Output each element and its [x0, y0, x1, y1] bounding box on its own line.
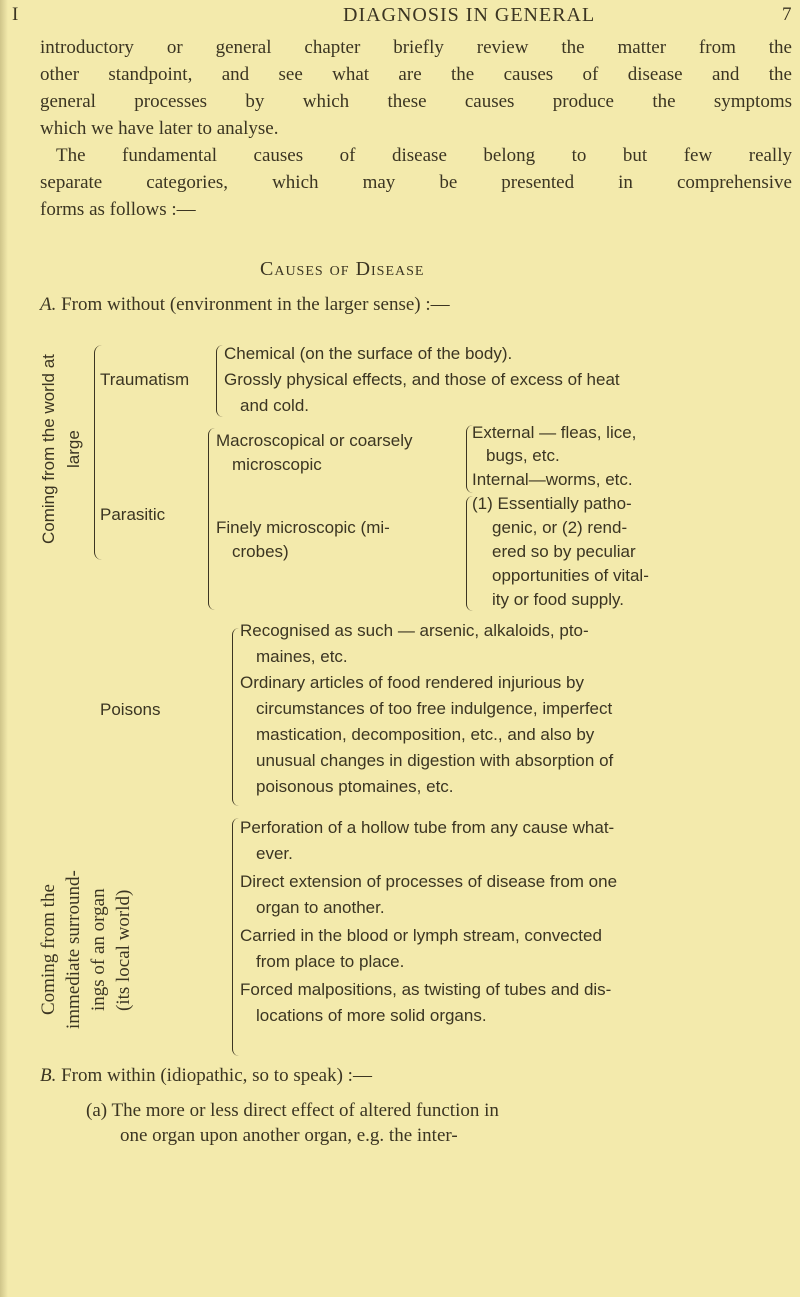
text-line: Macroscopical or coarsely — [216, 431, 413, 450]
text-line: ity or food supply. — [492, 590, 624, 609]
text-line: general processes by which these causes produce the symptoms — [40, 91, 792, 112]
parasitic-label: Parasitic — [100, 505, 166, 524]
traumatism-label: Traumatism — [100, 370, 190, 389]
text-line: ered so by peculiar — [492, 542, 636, 561]
text-line: introductory or general chapter briefly review the matter from the — [40, 37, 792, 58]
text-line: bugs, etc. — [486, 446, 560, 465]
brace — [208, 428, 215, 610]
text-line: Ordinary articles of food rendered injurious by — [240, 673, 584, 692]
text-line: circumstances of too free indulgence, imperfect — [256, 699, 613, 718]
text-line: Recognised as such — arsenic, alkaloids, pto- — [240, 621, 589, 640]
text-line: The fundamental causes of disease belong to but few really — [56, 145, 792, 166]
side-label-world: Coming from the world at large — [39, 354, 83, 544]
text-line: locations of more solid organs. — [256, 1006, 487, 1025]
text-line: microscopic — [232, 455, 322, 474]
section-heading: Causes of Disease — [260, 258, 425, 280]
text-line: other standpoint, and see what are the causes of disease and the — [40, 64, 792, 85]
section-a-text: From without (environment in the larger sense) :— — [61, 294, 450, 315]
text-line: separate categories, which may be presented in comprehensive — [40, 172, 792, 193]
text-line: unusual changes in digestion with absorption of — [256, 751, 614, 770]
text-line: mastication, decomposition, etc., and also by — [256, 725, 595, 744]
text-line: one organ upon another organ, e.g. the inter- — [120, 1125, 458, 1146]
section-b-label: B. — [40, 1065, 57, 1086]
brace — [232, 818, 239, 1056]
text-line: genic, or (2) rend- — [492, 518, 628, 537]
text-line: poisonous ptomaines, etc. — [256, 777, 454, 796]
brace — [232, 628, 239, 806]
text-line: External — fleas, lice, — [472, 423, 637, 442]
text-line: Direct extension of processes of disease from one — [240, 872, 618, 891]
text-line: Chemical (on the surface of the body). — [224, 344, 513, 363]
text-line: organ to another. — [256, 898, 385, 917]
text-line: which we have later to analyse. — [40, 118, 279, 139]
text-line: forms as follows :— — [40, 199, 196, 220]
text-line: Internal—worms, etc. — [472, 470, 633, 489]
page-edge — [0, 0, 8, 1297]
brace — [216, 345, 223, 417]
text-line: Forced malpositions, as twisting of tubes and dis- — [240, 980, 612, 999]
text-line: maines, etc. — [256, 647, 348, 666]
text-line: Finely microscopic (mi- — [216, 518, 390, 537]
poisons-label: Poisons — [100, 700, 161, 719]
text-line: Perforation of a hollow tube from any cause what- — [240, 818, 615, 837]
section-a-label: A. — [40, 294, 57, 315]
text-line: crobes) — [232, 542, 289, 561]
page-number: 7 — [782, 4, 792, 25]
text-line: ever. — [256, 844, 293, 863]
text-line: opportunities of vital- — [492, 566, 649, 585]
text-line: and cold. — [240, 396, 309, 415]
side-label-local: Coming from the immediate surround- ings of an organ (its local world) — [38, 870, 134, 1030]
chapter-number: I — [12, 4, 19, 25]
section-b-text: From within (idiopathic, so to speak) :— — [61, 1065, 372, 1086]
text-line: (a) The more or less direct effect of altered function in — [86, 1100, 499, 1121]
text-line: Carried in the blood or lymph stream, convected — [240, 926, 602, 945]
text-line: from place to place. — [256, 952, 405, 971]
running-head: DIAGNOSIS IN GENERAL — [343, 4, 596, 26]
text-line: Grossly physical effects, and those of excess of heat — [224, 370, 620, 389]
text-line: (1) Essentially patho- — [472, 494, 632, 513]
